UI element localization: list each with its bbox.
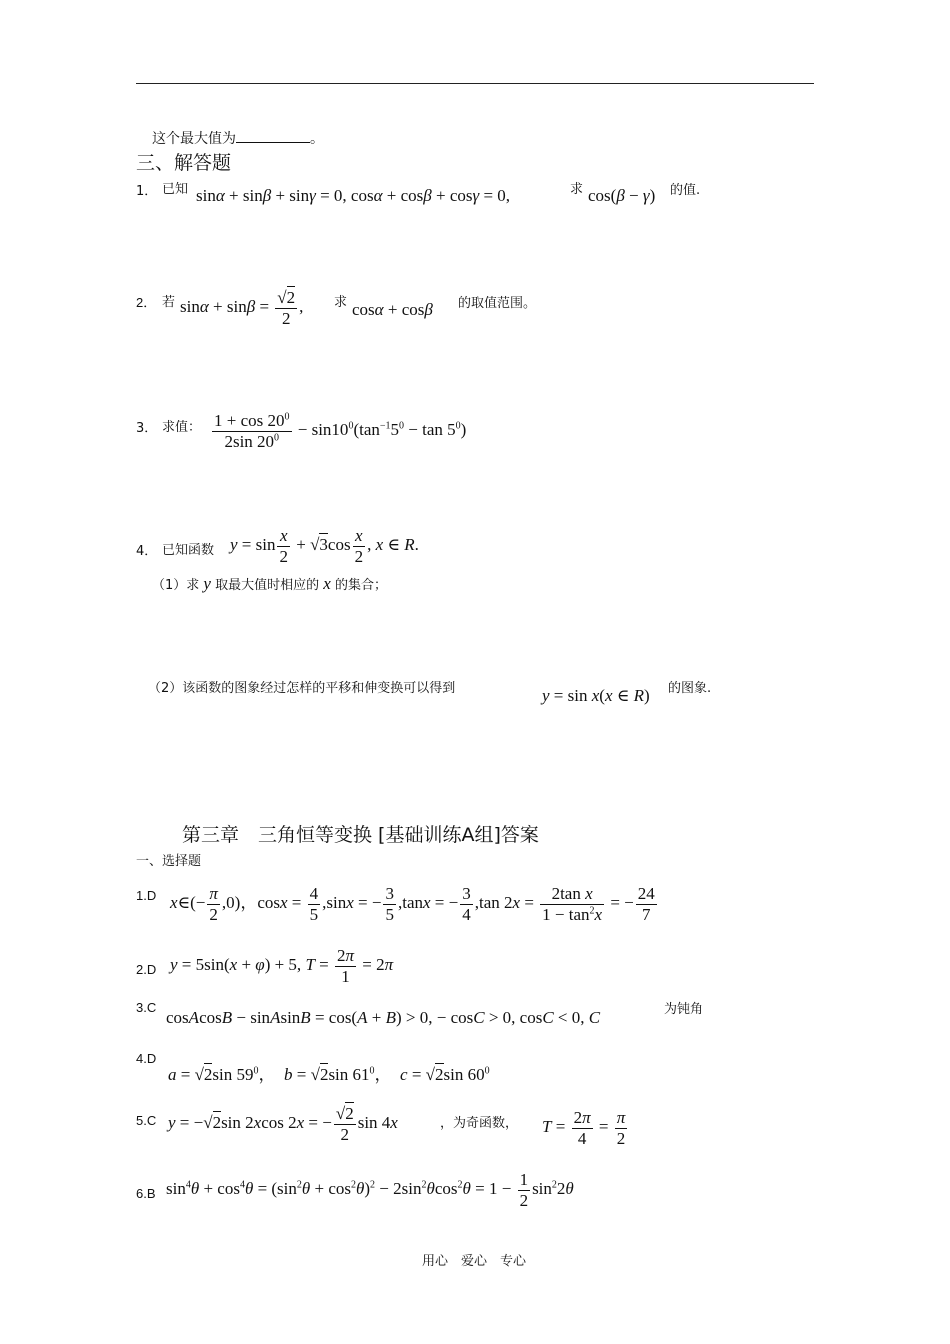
answer-1-formula: x∈(− $\frac{\pi}{2}$ ,0)，cosx = $\frac{4}{5}$ ,sinx = − $\frac{3}{5}$ ,tanx = − $\frac{3}{4}$ ,tan 2x = $\frac{\text{2tan x}}{1 - \tan^2x}$ = − $\frac{24}{7}$ <box>170 884 655 924</box>
q1-formula-target: cos(β − γ) <box>588 186 656 205</box>
header-rule <box>136 83 814 84</box>
section-title-solve: 三、解答题 <box>136 152 232 174</box>
q1-text-given: 已知 <box>162 182 189 197</box>
page-footer: 用心 爱心 专心 <box>422 1254 527 1269</box>
q4-part2-formula: y = sin x(x ∈ R) <box>542 686 650 705</box>
q1-text-value: 的值. <box>670 183 701 198</box>
answer-4-label: 4.D <box>136 1051 157 1066</box>
q4-part1: （1）求 y 取最大值时相应的 x 的集合； <box>152 574 387 593</box>
answer-2-label: 2.D <box>136 962 157 977</box>
q1-formula-condition: sinα + sinβ + sinγ = 0, cosα + cosβ + cosγ = 0, <box>196 186 511 205</box>
q2-text-find: 求 <box>334 295 348 310</box>
answer-blank <box>236 128 310 143</box>
answer-5-label: 5.C <box>136 1113 157 1128</box>
q3-number: 3． <box>136 421 158 436</box>
q2-formula-condition: sinα + sinβ = $\frac{√2}{2}$ , <box>180 288 304 328</box>
answer-6-formula: $\sin^4\theta + \cos^4\theta = (\sin^2\theta + \cos^2\theta)^2 - 2\sin^2\theta\cos^2\theta = 1$ − $\frac{1}{2}$ $\sin^22\theta$ <box>166 1170 574 1210</box>
q3-text-evaluate: 求值： <box>162 420 202 435</box>
q4-part2-text: （2）该函数的图象经过怎样的平移和伸变换可以得到 <box>148 681 456 696</box>
answer-3-label: 3.C <box>136 1000 157 1015</box>
q4-part2-tail: 的图象. <box>668 681 712 696</box>
q1-number: 1． <box>136 184 158 199</box>
q2-number: 2． <box>136 295 157 310</box>
answer-5-formula-a: y = −√2sin 2xcos 2x = − $\frac{√2}{2}$ sin 4x <box>168 1104 398 1144</box>
answer-3-tail: 为钝角 <box>664 1002 704 1017</box>
answer-3-formula: cosAcosB − sinAsinB = cos(A + B) > 0, − cosC > 0, cosC < 0, C <box>166 1008 601 1027</box>
answer-5-text: ，为奇函数， <box>440 1116 519 1131</box>
answer-6-label: 6.B <box>136 1186 156 1201</box>
q3-formula: $\frac{1 + \cos 20^0}{2\sin 20^0}$ − $\sin 10^0(\tan^{-1}5^0 - \tan 5^0)$ <box>214 411 467 451</box>
q2-text-range: 的取值范围。 <box>458 296 537 311</box>
q4-formula: y = sin $\frac{x}{2}$ + √3cos $\frac{x}{2}$ , x ∈ R. <box>230 526 419 566</box>
q1-text-find: 求 <box>570 182 584 197</box>
answer-4-formula: a = √2sin $59^0$， b = √2sin $61^0$， c = √2sin $60^0$ <box>168 1065 490 1084</box>
fill-blank-line: 这个最大值为 。 <box>152 128 324 148</box>
q4-text-function: 已知函数 <box>162 543 215 558</box>
q2-formula-target: cosα + cosβ <box>352 300 433 319</box>
q2-text-if: 若 <box>162 295 176 310</box>
q4-number: 4． <box>136 544 158 559</box>
chapter-title: 第三章 三角恒等变换 [基础训练A组]答案 <box>182 824 539 846</box>
answer-5-formula-b: T = $\frac{2\pi}{4}$ = $\frac{\pi}{2}$ <box>542 1108 626 1148</box>
answer-1-label: 1.D <box>136 888 157 903</box>
answer-2-formula: y = 5sin(x + φ) + 5, T = $\frac{2\pi}{1}$ = 2π <box>170 946 394 986</box>
section-title-choice: 一、选择题 <box>136 854 202 869</box>
